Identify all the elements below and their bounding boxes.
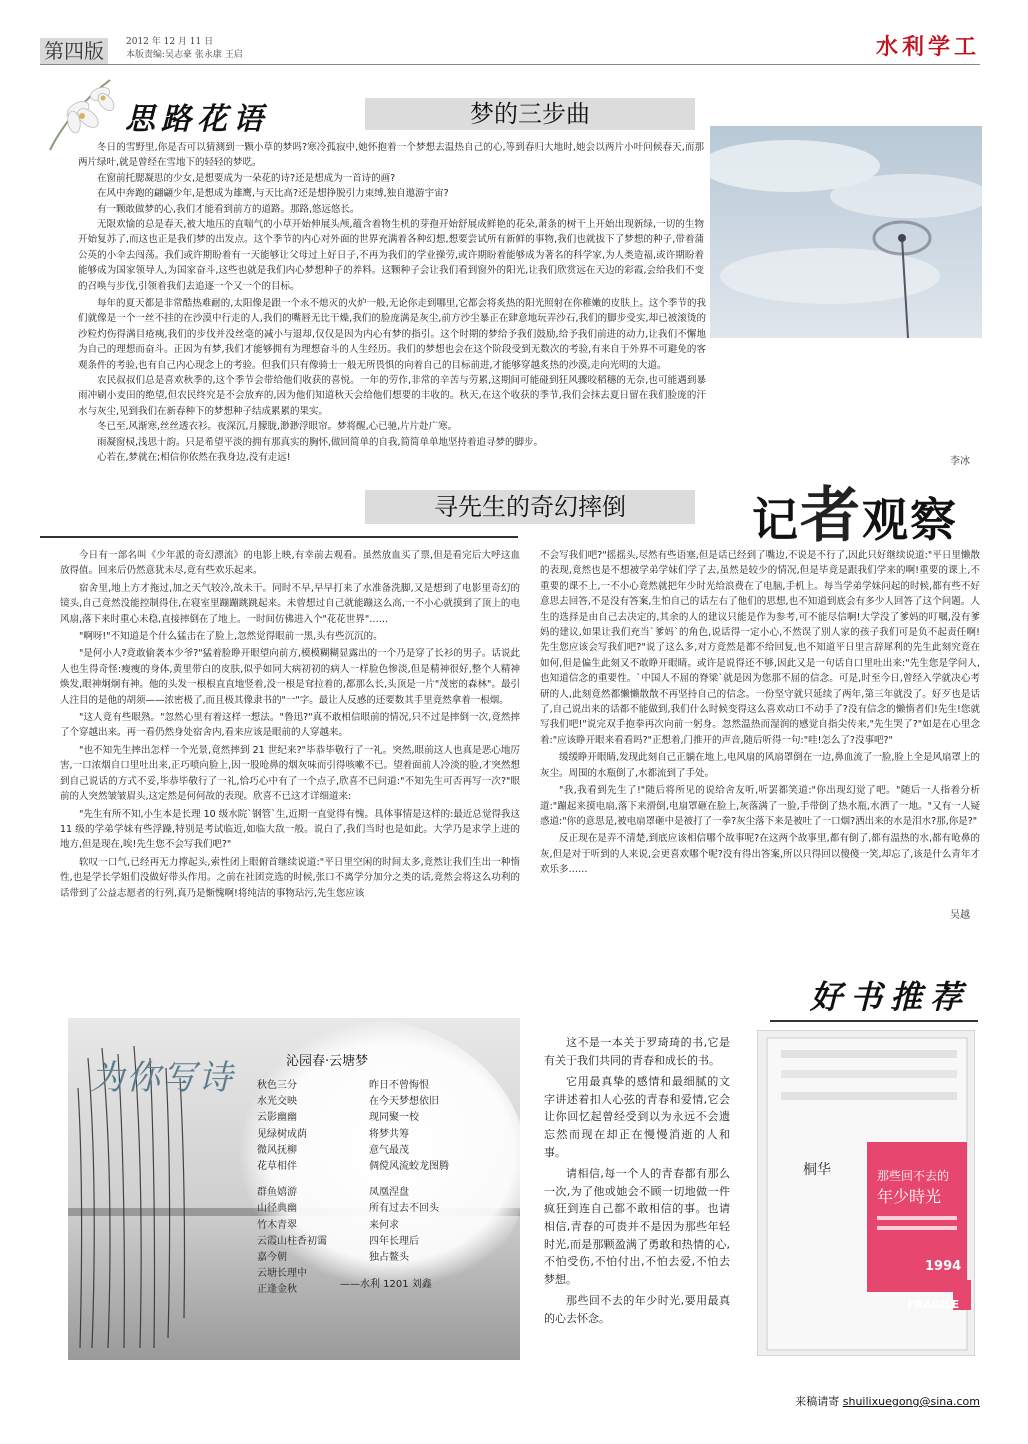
paragraph: 今日有一部名叫《少年派的奇幻漂流》的电影上映,有幸前去观看。虽然放血买了票,但是看完后大呼这血放得值。回来后仍然意犹未尽,竟有些欢乐起来。: [60, 550, 520, 577]
poem-line: 所有过去不回头: [369, 1203, 439, 1215]
submission-email-link[interactable]: shuilixuegong@sina.com: [842, 1395, 980, 1408]
poem-line: 将梦共筹: [369, 1128, 409, 1140]
author-wuyue: 吴越: [950, 910, 970, 921]
poem-line: 云塘长理中: [257, 1268, 307, 1280]
book-cover-title-1: 那些回不去的: [877, 1169, 950, 1183]
paragraph: 软叹一口气,已经再无力撑起头,索性闭上眼俯首继续说道:"平日里空闲的时间太多,竟然让我们生出一种惰性,也是学长学姐们没做好带头作用。之前在社团竞选的时候,张口不离学分加分之类的话,竟然会将这么功利的话带到了公益志愿者的行列,真乃是惭愧啊!将纯洁的事物玷污,先生您应该: [60, 856, 520, 899]
header-divider: [40, 64, 980, 65]
mr-xun-article-col-1: [60, 548, 520, 903]
paragraph: 它用最真挚的感情和最细腻的文字讲述着扣人心弦的青春和爱情,它会让你回忆起曾经受到以为永远不会遗忘然而现在却正在慢慢消逝的人和事。: [544, 1075, 730, 1159]
poem-line: 花草相伴: [257, 1161, 297, 1173]
paragraph: 不会写我们吧?"摇摇头,尽然有些语塞,但是话已经到了嘴边,不说是不行了,因此只好继续说道:"平日里懒散的表现,竟然也是不想被学弟学妹们学了去,虽然是较少的情况,但是毕竟是跟我们学来的啊!重要的课上,不重要的课不上,一不小心竟然就把年少时光给浪费在了电脑,手机上。每当学弟学妹问起的时候,都有些不好意思去回答,不是没有答案,生怕自己的话左右了他们的思想,也不知道到底会有多少人回答了这个问题。人生的选择是由自己去决定的,其余的人的建议只能是作为参考,可不能尽信啊!大学没了爹妈的叮嘱,没有爹妈的建议,如果让我们充当`爹妈`的角色,说话得一定小心,不然误了别人家的孩子我们可是负不起责任啊!先生您应该会写我们吧?"说了这么多,对方竟然是都不给回复,也不知道平日里言辞犀利的先生此刻究竟在如何,但是偏生此刻又不敢睁开眼睛。或许是说得还不够,因此又是一句话自口里吐出来:"先生您是学问人,也知道信念的重要性。`中国人不屈的脊梁`就是因为您那不屈的信念。可是,时至今日,曾经入学就决心考研的人,此刻竟然都懒懒散散不再坚持自己的信念。一份坚守就只延续了两年,第三年就没了。好歹也是话了,自己说出来的话都不能做到,我们什么时候变得这么喜欢动口不动手了?没有信念的懒惰者们!先生!您就写我们吧!"说完双手抱拳再次向前一躬身。忽然温热而湿润的感觉自指尖传来,"先生哭了?"如是在心里念着:"应该睁开眼来看看吗?"正想着,门推开的声音,随后听得一句:"哇!怎么了?没事吧?": [540, 550, 980, 746]
paragraph: "我,我看到先生了!"随后将所见的说给舍友听,听罢都笑道:"你出现幻觉了吧。"随后一人指着分析道:"蹦起来摸电扇,落下来滑倒,电扇罩砸在脸上,灰落满了一脸,手带倒了热水瓶,水洒了一地。"又有一人疑惑道:"你的意思是,被电扇罩砸中是被打了一拳?灰尘落下来是被吐了一口烟?洒出来的水是泪水?那,你是?": [540, 785, 980, 827]
poem-line: 水光交映: [257, 1096, 297, 1108]
column-title-part: 者: [800, 481, 862, 551]
paragraph: "也不知先生摔出怎样一个光景,竟然摔到 21 世纪来?"毕恭毕敬行了一礼。突然,眼前这人也真是恶心地厉害,一口浓烟自口里吐出来,正巧喷向脸上,因一股呛鼻的烟灰味而引得咳嗽不已。望着面前人冷淡的脸,才突然想到自己说话的方式不妥,毕恭毕敬行了一礼,恰巧心中有了一个点子,欣喜不已问道:"不知先生可否再写一次?"眼前的人突然皱皱眉头,这定然是何何故的表现。欣喜不已这才详细道来:: [60, 744, 520, 803]
paper-masthead: 水利学工: [875, 34, 980, 60]
submission-footer: [795, 1393, 980, 1409]
poem-line: 嘉今朝: [257, 1252, 287, 1264]
paragraph: "啊呀!"不知道是个什么猛击在了脸上,忽然觉得眼前一黑,头有些沉沉的。: [79, 631, 383, 643]
article-title-dream: 梦的三步曲: [365, 98, 695, 130]
dream-article-top: [78, 140, 704, 294]
poem-line: 微风抚柳: [257, 1144, 297, 1156]
paragraph: 这不是一本关于罗琦琦的书,它是有关于我们共同的青春和成长的书。: [544, 1036, 730, 1067]
poem-line: 正逢金秋: [257, 1284, 297, 1296]
poem-line: 秋色三分: [257, 1080, 297, 1091]
paragraph: 那些回不去的年少时光,要用最真的心去怀念。: [544, 1294, 730, 1325]
paragraph: 心若在,梦就在;相信你依然在我身边,没有走远!: [97, 452, 291, 464]
paragraph: 冬已至,风渐寒,丝丝透衣衫。夜深沉,月朦胧,渺渺浮眼帘。梦将醒,心已驰,片片赴广寒。: [97, 421, 458, 433]
poem-line: 山径典幽: [257, 1203, 297, 1215]
poem-line: 凤凰涅盘: [369, 1187, 409, 1199]
poem-title: 沁园春·云塘梦: [286, 1054, 369, 1069]
paragraph: 反正现在是弄不清楚,到底应该相信哪个故事呢?在这两个故事里,都有倒了,都有温热的水,都有呛鼻的灰,但是对于听到的人来说,会更喜欢哪个呢?没有得出答案,所以只得回以傻傻一笑,却忘了,该是什么青年才欢乐多……: [540, 833, 980, 876]
poem-line: 竹木青翠: [257, 1219, 297, 1231]
section-divider: [770, 1020, 978, 1022]
paragraph: 宿舍里,地上方才拖过,加之天气较冷,故未干。同时不早,早早打来了水准备洗脚,又是想到了电影里奇幻的镜头,自己竟然没能控制得住,在寝室里蹦蹦跳跳起来。未曾想过自己就能蹦这么高,一不小心就摸到了顶上的电风扇,落下来时重心未稳,直接摔倒在了地上。一时间仿佛进入个"花花世界"……: [60, 582, 520, 625]
wind-turbine-photo: [710, 126, 982, 338]
book-cover-author: 桐华: [803, 1162, 831, 1178]
poem-column-logo: 为你写诗: [90, 1058, 234, 1098]
section-divider: [40, 536, 518, 538]
column-title-silu: 思路花语: [125, 102, 269, 137]
book-cover-year: 1994: [925, 1259, 962, 1274]
dream-article-bottom: [78, 296, 706, 465]
poem-line: 云影幽幽: [257, 1112, 297, 1124]
book-recommendation-text: [544, 1034, 730, 1332]
paragraph: 无限欢愉的总是春天,被大地压的直喘气的小草开始伸展头颅,蕴含着物生机的芽孢开始舒展成鲜艳的花朵,萧条的树干上开始出现新绿,一切的生物开始复苏了,而这也正是我们梦的出发点。这个季节的内心对外面的世界充满着各种幻想,想要尝试所有新鲜的事物,我们也就拔下了梦想的种子,带着蒲公英的小伞去闯荡。我们或许期盼着有一天能够让父母过上好日子,不再为我们的学业操劳,或许期盼着能够成为著名的科学家,为人类造福,或许期盼着能够成为国家领导人,为国家奋斗,这些也就是我们内心梦想种子的养料。这颗种子会让我们看到窗外的阳光,让我们欣赏远在天边的彩霞,会给我们不变的召唤与步伐,引领着我们去追逐一个又一个的目标。: [78, 219, 704, 292]
paragraph: 在风中奔跑的翩翩少年,是想成为雄鹰,与天比高?还是想挣脱引力束缚,独自遨游宇宙?: [97, 188, 449, 200]
poem-line: 见绿树成荫: [257, 1128, 307, 1140]
book-cover-label: FRAGILE: [907, 1298, 960, 1311]
paragraph: 每年的夏天都是非常酷热难耐的,太阳像是跟一个永不熄灭的火炉一般,无论你走到哪里,它都会将炙热的阳光照射在你稚嫩的皮肤上。这个季节的我们就像是一个一丝不挂的在沙漠中行走的人,我们的嘴唇无比干燥,我们的脸庞满是灰尘,前方沙尘暴正在肆意地玩弄沙石,我们的脚步受实,却已被滚烫的沙粒灼伤得满目疮痍,我们的步伐并没丝毫的减小与退却,仅仅是因为内心有梦的指引。这个时期的梦给予我们鼓励,给予我们前进的动力,让我们不懈地为自己的理想而奋斗。正因为有梦,我们才能够拥有为理想奋斗的人生经历。我们的梦想也会在这个阶段受到无数次的考验,有来自于外界不可避免的客观条件的考验,也有自己内心现念上的考验。但我们只有像骑士一般无所畏惧的向着自己的目标前进,才能够穿越炙热的沙漠,走向光明的大道。: [78, 298, 706, 371]
submission-label: 来稿请寄: [795, 1395, 840, 1408]
paragraph: "这人竟有些眼熟。"忽然心里有着这样一想法。"鲁迅?"真不敢相信眼前的情况,只不过是摔倒一次,竟然摔了个穿越出来。再一看仍然身处宿舍内,看来应该是眼前的人穿越来。: [60, 712, 520, 739]
paragraph: "是何小人?竟敢偷袭本少爷?"猛着脸睁开眼望向前方,模模糊糊显露出的一个乃是穿了长衫的男子。话说此人也生得奇怪:瘦瘦的身体,黄里带白的皮肤,似乎如同大病初初的病人一样脸色惨淡,但是精神很好,整个人精神焕发,眼神炯炯有神。他的头发一根根直直地竖着,没一根是耷拉着的,都那么长,头顶是一片"茂密的森林"。最引人注目的是他的胡须——浓密极了,而且极其像隶书的"一"字。最让人反感的还要数其手里竟然拿着一根烟。: [60, 648, 520, 706]
paragraph: 在窗前托腮凝思的少女,是想要成为一朵花的诗?还是想成为一首诗的画?: [97, 172, 396, 184]
issue-date: 2012 年 12 月 11 日: [126, 37, 214, 47]
paragraph: 请相信,每一个人的青春都有那么一次,为了他或她会不顾一切地做一件疯狂到连自己都不敢相信的事。也请相信,青春的可贵并不是因为那些年轻时光,而是那颗盈满了勇敢和热情的心,不怕受伤,不怕付出,不怕去爱,不怕去梦想。: [544, 1167, 730, 1286]
poem-line: 现同聚一校: [369, 1112, 419, 1124]
issue-date-block: [126, 36, 243, 62]
poem-signature: ——水利 1201 刘鑫: [340, 1279, 432, 1290]
paragraph: "先生有所不知,小生本是长理 10 级水院`钢管`生,近期一直觉得有愧。具体事情是这样的:最近总觉得我这 11 级的学弟学妹有些浮躁,特别是考试临近,如临大敌一般。说白了,我们当时也是如此。大学乃是求学上进的地方,但是现在,唉!先生您不会写我们吧?": [60, 808, 520, 851]
poem-line: 倜傥风流蛟龙图腾: [369, 1161, 449, 1173]
paragraph: 农民叔叔们总是喜欢秋季的,这个季节会带给他们收获的喜悦。一年的劳作,非常的辛苦与劳累,这期间可能碰到狂风骤咬稻穗的无奈,也可能遇到暴雨冲刷小麦田的绝望,但农民终究是不会放弃的,因为他们知道秋天会给他们想要的丰收的。秋天,在这个收获的季节,我们会抹去夏日留在我们脸庞的汗水与灰尘,见到我们在新春种下的梦想种子结成累累的果实。: [78, 375, 706, 417]
column-title-book-recommend: 好书推荐: [810, 978, 971, 1016]
column-title-part: 记: [752, 493, 800, 547]
poem-line: 来何求: [369, 1219, 399, 1231]
edition-label: 第四版: [40, 38, 108, 64]
poem-line: 在今天梦想依旧: [369, 1096, 439, 1108]
poem-line: 独占鳌头: [369, 1252, 409, 1264]
paragraph: 有一颗敢做梦的心,我们才能看到前方的道路。那路,悠远悠长。: [97, 203, 360, 215]
mr-xun-article-col-2: [540, 548, 980, 880]
poem-line: 昨日不曾悔恨: [369, 1080, 429, 1091]
poem-column-right: [369, 1078, 449, 1266]
poem-line: 云霞山柱香初霭: [257, 1235, 327, 1247]
poem-column-left: [257, 1078, 327, 1299]
paragraph: 雨凝窗棂,浅思十韵。只是希望平淡的拥有那真实的胸怀,做回简单的自我,简简单单地坚持着追寻梦的脚步。: [97, 436, 544, 448]
poem-line: 群鱼嬉游: [257, 1187, 297, 1199]
poem-line: 四年长理后: [369, 1235, 419, 1247]
author-libing: 李冰: [950, 456, 970, 467]
column-title-part: 观察: [862, 493, 958, 547]
poem-line: 意气最茂: [369, 1144, 409, 1156]
article-title-mr-xun: 寻先生的奇幻摔倒: [365, 490, 695, 524]
book-cover-image: [757, 1030, 975, 1356]
paragraph: 冬日的雪野里,你是否可以猜测到一颗小草的梦吗?寒冷孤寂中,她怀抱着一个梦想去温热自己的心,等到春归大地时,她会以两片小叶问候春天,而那两片绿叶,就是曾经在雪地下的轻轻的梦呓。: [78, 142, 704, 169]
column-title-reporter: [752, 468, 958, 554]
paragraph: 缓缓睁开眼睛,发现此刻自己正躺在地上,电风扇的风扇罩倒在一边,鼻血流了一脸,脸上全是风扇罩上的灰尘。周围的水瓶倒了,水都流到了手处。: [540, 752, 980, 779]
editors-line: 本版责编:吴志豪 张永康 王启: [126, 50, 243, 60]
book-cover-title-2: 年少時光: [877, 1187, 942, 1206]
